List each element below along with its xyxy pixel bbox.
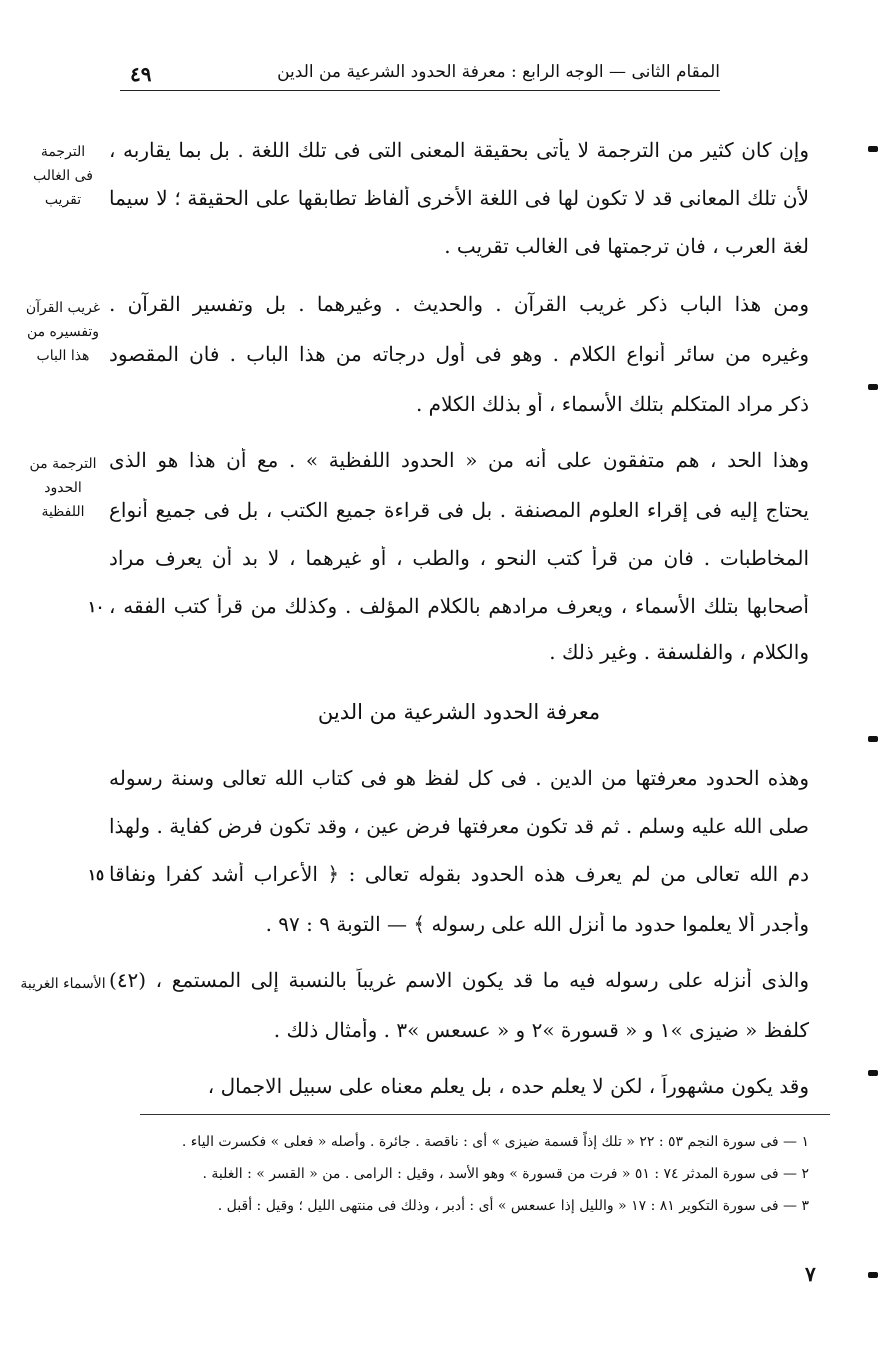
paragraph-1-line-1: وإن كان كثير من الترجمة لا يأتى بحقيقة المعنى التى فى تلك اللغة . بل بما يقاربه ،: [109, 138, 809, 162]
header-title: المقام الثانى — الوجه الرابع : معرفة الحدود الشرعية من الدين: [277, 62, 720, 82]
paragraph-5-line-2: كلفظ « ضيزى »١ و « قسورة »٢ و « عسعس »٣ . وأمثال ذلك .: [273, 1018, 809, 1042]
margin-note-line: الترجمة: [40, 144, 86, 160]
paragraph-2-line-1: ومن هذا الباب ذكر غريب القرآن . والحديث . وغيرهما . بل وتفسير القرآن .: [109, 292, 809, 316]
margin-note-line: هذا الباب: [36, 348, 90, 364]
margin-note-line: الأسماء الغريبة: [20, 976, 106, 992]
margin-note-line: وتفسيره من: [26, 324, 100, 340]
paragraph-3-line-1: وهذا الحد ، هم متفقون على أنه من « الحدود اللفظية » . مع أن هذا هو الذى: [109, 448, 809, 472]
margin-note-line: الترجمة من: [29, 456, 97, 472]
running-header: [120, 62, 720, 91]
margin-note-lafziyya: [15, 452, 111, 524]
paragraph-3-line-3: المخاطبات . فان من قرأ كتب النحو ، والطب ، أو غيرهما ، لا بد أن يعرف مراد: [109, 546, 809, 570]
paragraph-6-line-1: وقد يكون مشهوراً ، لكن لا يعلم حده ، بل يعلم معناه على سبيل الاجمال ،: [207, 1074, 809, 1098]
paragraph-4-line-1: وهذه الحدود معرفتها من الدين . فى كل لفظ هو فى كتاب الله تعالى وسنة رسوله: [109, 766, 809, 790]
paragraph-2-line-2: وغيره من سائر أنواع الكلام . وهو فى أول درجاته من هذا الباب . فان المقصود: [109, 342, 809, 366]
signature-number: ٧: [805, 1262, 816, 1286]
margin-note-strange-names: [15, 972, 111, 996]
scan-edge-mark: [868, 1272, 878, 1278]
margin-note-line: اللفظية: [41, 504, 85, 520]
line-number-15: ١٥: [88, 866, 105, 884]
section-heading: معرفة الحدود الشرعية من الدين: [317, 700, 601, 724]
paragraph-4-line-4: وأجدر ألا يعلموا حدود ما أنزل الله على رسوله ﴾ — التوبة ٩ : ٩٧ .: [265, 912, 809, 936]
line-number-10: ١٠: [88, 598, 105, 616]
paragraph-3-line-4: أصحابها بتلك الأسماء ، ويعرف مرادهم بالكلام المؤلف . وكذلك من قرأ كتب الفقه ،: [109, 594, 809, 618]
scan-edge-mark: [868, 384, 878, 390]
margin-note-line: فى الغالب: [33, 168, 93, 184]
scan-edge-mark: [868, 146, 878, 152]
footnote-separator: [140, 1114, 830, 1115]
footnote-3: ٣ — فى سورة التكوير ٨١ : ١٧ « والليل إذا عسعس » أى : أدبر ، وذلك فى منتهى الليل ؛ وقيل : أقبل .: [217, 1198, 809, 1214]
footnote-1: ١ — فى سورة النجم ٥٣ : ٢٢ « تلك إذاً قسمة ضيزى » أى : ناقصة . جائرة . وأصله « فعلى » فكسرت الياء .: [181, 1134, 809, 1150]
paragraph-4-line-2: صلى الله عليه وسلم . ثم قد تكون معرفتها فرض عين ، وقد تكون فرض كفاية . ولهذا: [109, 814, 809, 838]
scan-edge-mark: [868, 736, 878, 742]
margin-note-line: غريب القرآن: [25, 300, 101, 316]
paragraph-3-line-5: والكلام ، والفلسفة . وغير ذلك .: [549, 640, 809, 664]
margin-note-line: الحدود: [44, 480, 82, 496]
paragraph-1-line-2: لأن تلك المعانى قد لا تكون لها فى اللغة الأخرى ألفاظ تطابقها على الحقيقة ؛ لا سيما: [109, 186, 809, 210]
paragraph-4-line-3: دم الله تعالى من لم يعرف هذه الحدود بقوله تعالى : ﴿ الأعراب أشد كفرا ونفاقا: [109, 862, 809, 886]
paragraph-2-line-3: ذكر مراد المتكلم بتلك الأسماء ، أو بذلك الكلام .: [415, 392, 809, 416]
paragraph-1-line-3: لغة العرب ، فان ترجمتها فى الغالب تقريب .: [444, 234, 809, 258]
margin-note-translation: [15, 140, 111, 212]
paragraph-3-line-2: يحتاج إليه فى إقراء العلوم المصنفة . بل فى قراءة جميع الكتب ، بل فى جميع أنواع: [109, 498, 809, 522]
margin-note-line: تقريب: [44, 192, 82, 208]
scan-edge-mark: [868, 1070, 878, 1076]
footnote-2: ٢ — فى سورة المدثر ٧٤ : ٥١ « فرت من قسورة » وهو الأسد ، وقيل : الرامى . من « القسر » : الغلبة .: [202, 1166, 809, 1182]
margin-note-gharib: [15, 296, 111, 368]
paragraph-5-line-1: والذى أنزله على رسوله فيه ما قد يكون الاسم غريباً بالنسبة إلى المستمع ، (٤٢): [109, 968, 809, 992]
page-number: ٤٩: [130, 62, 152, 86]
